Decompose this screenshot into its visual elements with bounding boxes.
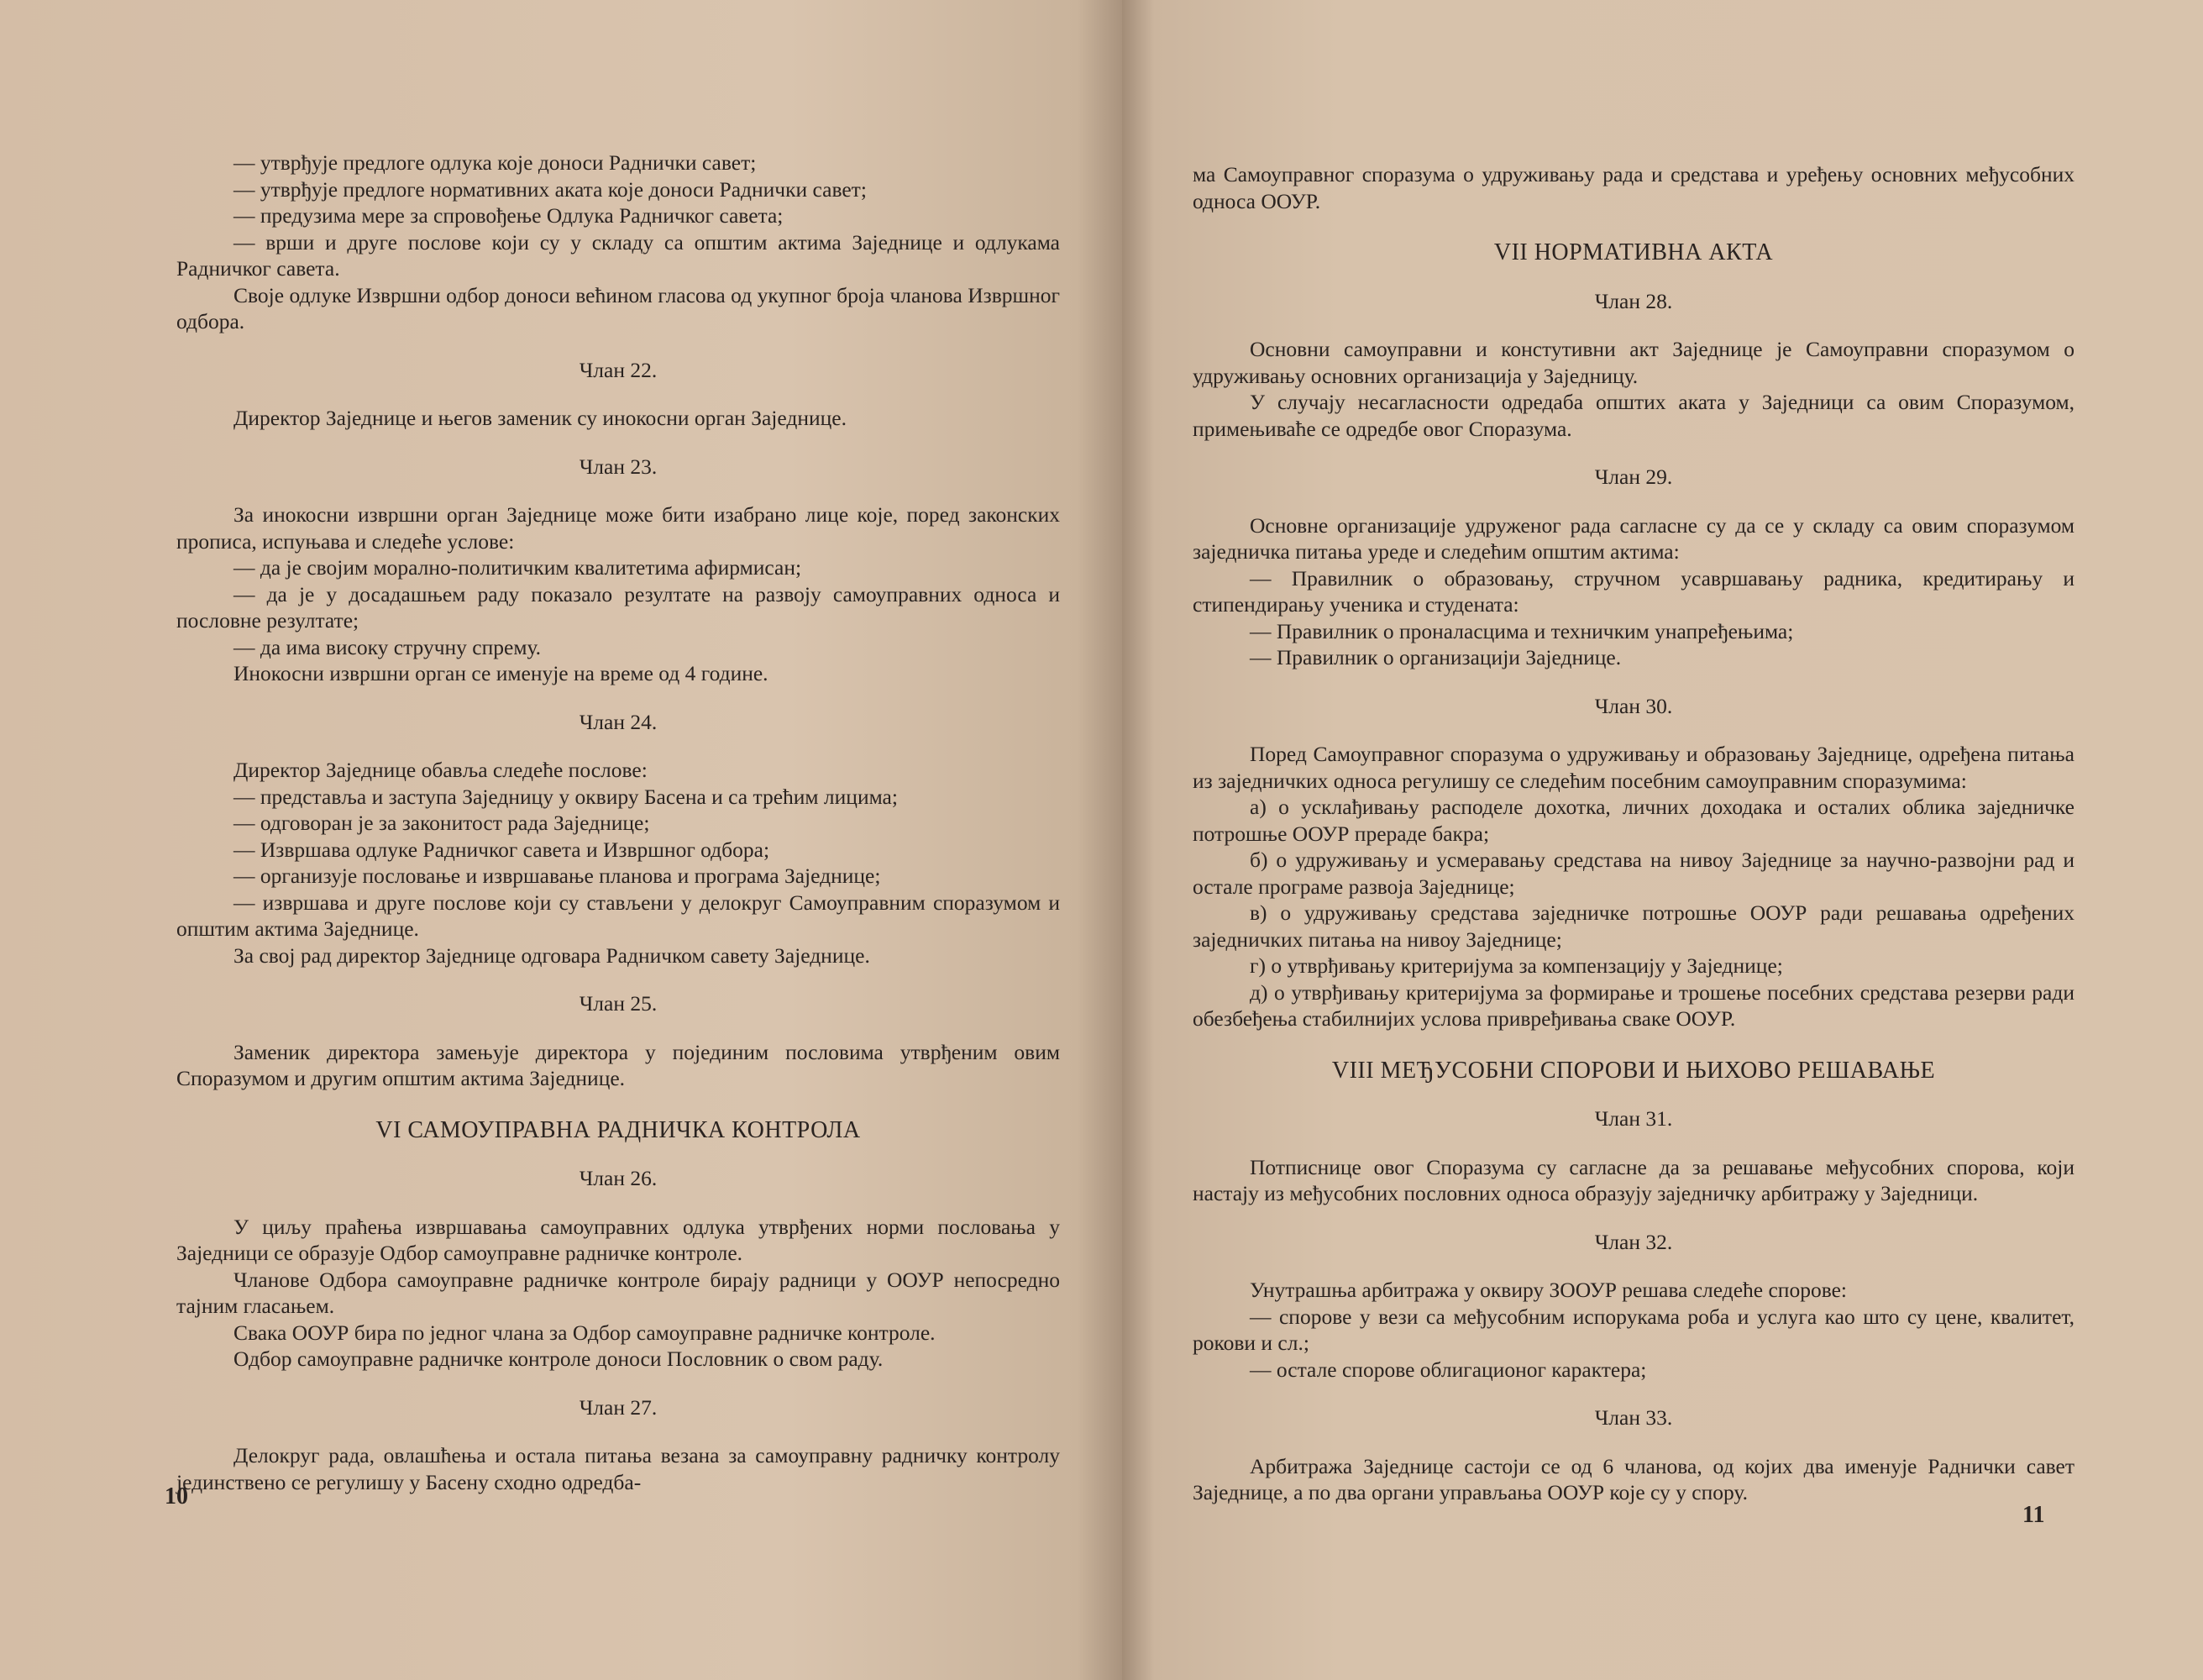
section-heading: VII НОРМАТИВНА АКТА <box>1493 239 1774 265</box>
list-item: — да је у досадашњем раду показало резултате на развоју самоуправних односа и пословне резултате; <box>176 581 1060 633</box>
paragraph: Заменик директора замењује директора у појединим пословима утврђеним овим Споразумом и другим општим актима Заједнице. <box>176 1039 1060 1090</box>
article-heading: Члан 30. <box>1594 693 1673 718</box>
paragraph: За инокосни извршни орган Заједнице може бити изабрано лице које, поред законских прописа, испуњава и следеће услове: <box>176 502 1060 554</box>
list-item: д) о утврђивању критеријума за формирање и трошење посебних средстава резерви ради обезбеђења стабилнијих услова привређивања сваке ООУР. <box>1193 979 2074 1031</box>
paragraph: Инокосни извршни орган се именује на време од 4 године. <box>233 661 768 685</box>
paragraph: Основне организације удруженог рада сагласне су да се у складу са овим споразумом заједничка питања уреде и следећим општим актима: <box>1193 512 2074 564</box>
list-item: — организује пословање и извршавање планова и програма Заједнице; <box>233 864 881 888</box>
paragraph: Основни самоуправни и констутивни акт Заједнице је Самоуправни споразумом о удруживању основних организација у Заједницу. <box>1193 337 2074 388</box>
article-heading: Члан 26. <box>579 1166 658 1190</box>
list-item: в) о удруживању средстава заједничке потрошње ООУР ради решавања одређених заједничких питања на нивоу Заједнице; <box>1193 900 2074 952</box>
paragraph: Потписнице овог Споразума су сагласне да за решавање међусобних спорова, који настају из међусобних пословних односа образују заједничку арбитражу у Заједници. <box>1193 1154 2074 1205</box>
article-heading: Члан 22. <box>579 357 658 382</box>
page-number-left: 10 <box>165 1483 188 1509</box>
list-item: — представља и заступа Заједницу у оквиру Басена и са трећим лицима; <box>233 784 898 809</box>
list-item: — Извршава одлуке Радничког савета и Извршног одбора; <box>233 837 770 862</box>
paragraph: За свој рад директор Заједнице одговара Радничком савету Заједнице. <box>233 942 870 968</box>
list-item: — спорове у вези са међусобним испорукама роба и услуга као што су цене, квалитет, рокови и сл.; <box>1193 1304 2074 1355</box>
list-item: — предузима мере за спровођење Одлука Радничког савета; <box>233 203 784 228</box>
list-item: — да има високу стручну спрему. <box>233 634 542 659</box>
left-page-text <box>176 150 1060 1495</box>
list-item: б) о удруживању и усмеравању средстава на нивоу Заједнице за научно-развојни рад и остале програме развоја Заједнице; <box>1193 848 2074 899</box>
article-heading: Члан 27. <box>579 1394 658 1420</box>
list-item: а) о усклађивању расподеле дохотка, личних доходака и осталих облика заједничке потрошње ООУР прераде бакра; <box>1193 795 2074 846</box>
list-item: — утврђује предлоге одлука које доноси Раднички савет; <box>233 150 757 175</box>
article-heading: Члан 31. <box>1594 1106 1673 1131</box>
page-number-right: 11 <box>2022 1502 2045 1528</box>
article-heading: Члан 33. <box>1594 1405 1673 1430</box>
paragraph: Делокруг рада, овлашћења и остала питања везана за самоуправну радничку контролу јединствено се регулишу у Басену сходно одредба- <box>176 1443 1060 1494</box>
right-page-text <box>1193 161 2074 1506</box>
paragraph: Чланове Одбора самоуправне радничке контроле бирају радници у ООУР непосредно тајним гласањем. <box>176 1267 1060 1318</box>
list-item: — остале спорове облигационог карактера; <box>1250 1357 1647 1382</box>
article-heading: Члан 23. <box>579 454 658 479</box>
list-item: — одговоран је за законитост рада Заједнице; <box>233 811 650 835</box>
article-heading: Члан 25. <box>579 991 658 1016</box>
list-item: — Правилник о организацији Заједнице. <box>1250 645 1622 669</box>
article-heading: Члан 29. <box>1594 465 1673 489</box>
paragraph: Арбитража Заједнице састоји се од 6 чланова, од којих два именује Раднички савет Заједнице, а по два органи управљања ООУР које су у спору. <box>1193 1453 2074 1504</box>
section-heading: VIII МЕЂУСОБНИ СПОРОВИ И ЊИХОВО РЕШАВАЊЕ <box>1331 1057 1936 1084</box>
paragraph: Своје одлуке Извршни одбор доноси већином гласова од укупног броја чланова Извршног одбора. <box>176 282 1060 333</box>
right-page <box>1122 0 2203 1680</box>
list-item: — Правилник о проналасцима и техничким унапређењима; <box>1250 618 1794 643</box>
article-heading: Члан 28. <box>1594 288 1673 313</box>
list-item: — врши и друге послове који су у складу са општим актима Заједнице и одлукама Радничког савета. <box>176 229 1060 281</box>
article-heading: Члан 32. <box>1594 1229 1673 1254</box>
paragraph: У случају несагласности одредаба општих аката у Заједници са овим Споразумом, примењиваће се одредбе овог Споразума. <box>1193 390 2074 441</box>
paragraph: ма Самоуправног споразума о удруживању рада и средстава и уређењу основних међусобних односа ООУР. <box>1193 162 2074 213</box>
paragraph: Одбор самоуправне радничке контроле доноси Пословник о свом раду. <box>233 1347 884 1371</box>
list-item: г) о утврђивању критеријума за компензацију у Заједнице; <box>1250 953 1783 978</box>
paragraph: Унутрашња арбитража у оквиру ЗООУР решава следеће спорове: <box>1250 1278 1847 1302</box>
list-item: — утврђује предлоге нормативних аката које доноси Раднички савет; <box>233 176 867 202</box>
paragraph: Поред Самоуправног споразума о удруживању и образовању Заједнице, одређена питања из заједничких односа регулишу се следећим посебним самоуправним споразумима: <box>1193 742 2074 793</box>
paragraph: У циљу праћења извршавања самоуправних одлука утврђених норми пословања у Заједници се образује Одбор самоуправне радничке контроле. <box>176 1214 1060 1265</box>
paragraph: Директор Заједнице обавља следеће послове: <box>233 758 648 782</box>
paragraph: Свака ООУР бира по једног члана за Одбор самоуправне радничке контроле. <box>233 1320 936 1345</box>
list-item: — извршава и друге послове који су стављени у делокруг Самоуправним споразумом и општим актима Заједнице. <box>176 890 1060 941</box>
article-heading: Члан 24. <box>579 709 658 734</box>
paragraph: Директор Заједнице и његов заменик су инокосни орган Заједнице. <box>233 406 847 430</box>
list-item: — да је својим морално-политичким квалитетима афирмисан; <box>233 555 802 580</box>
list-item: — Правилник о образовању, стручном усавршавању радника, кредитирању и стипендирању ученика и студената: <box>1193 565 2074 617</box>
section-heading: VI САМОУПРАВНА РАДНИЧКА КОНТРОЛА <box>375 1116 861 1143</box>
